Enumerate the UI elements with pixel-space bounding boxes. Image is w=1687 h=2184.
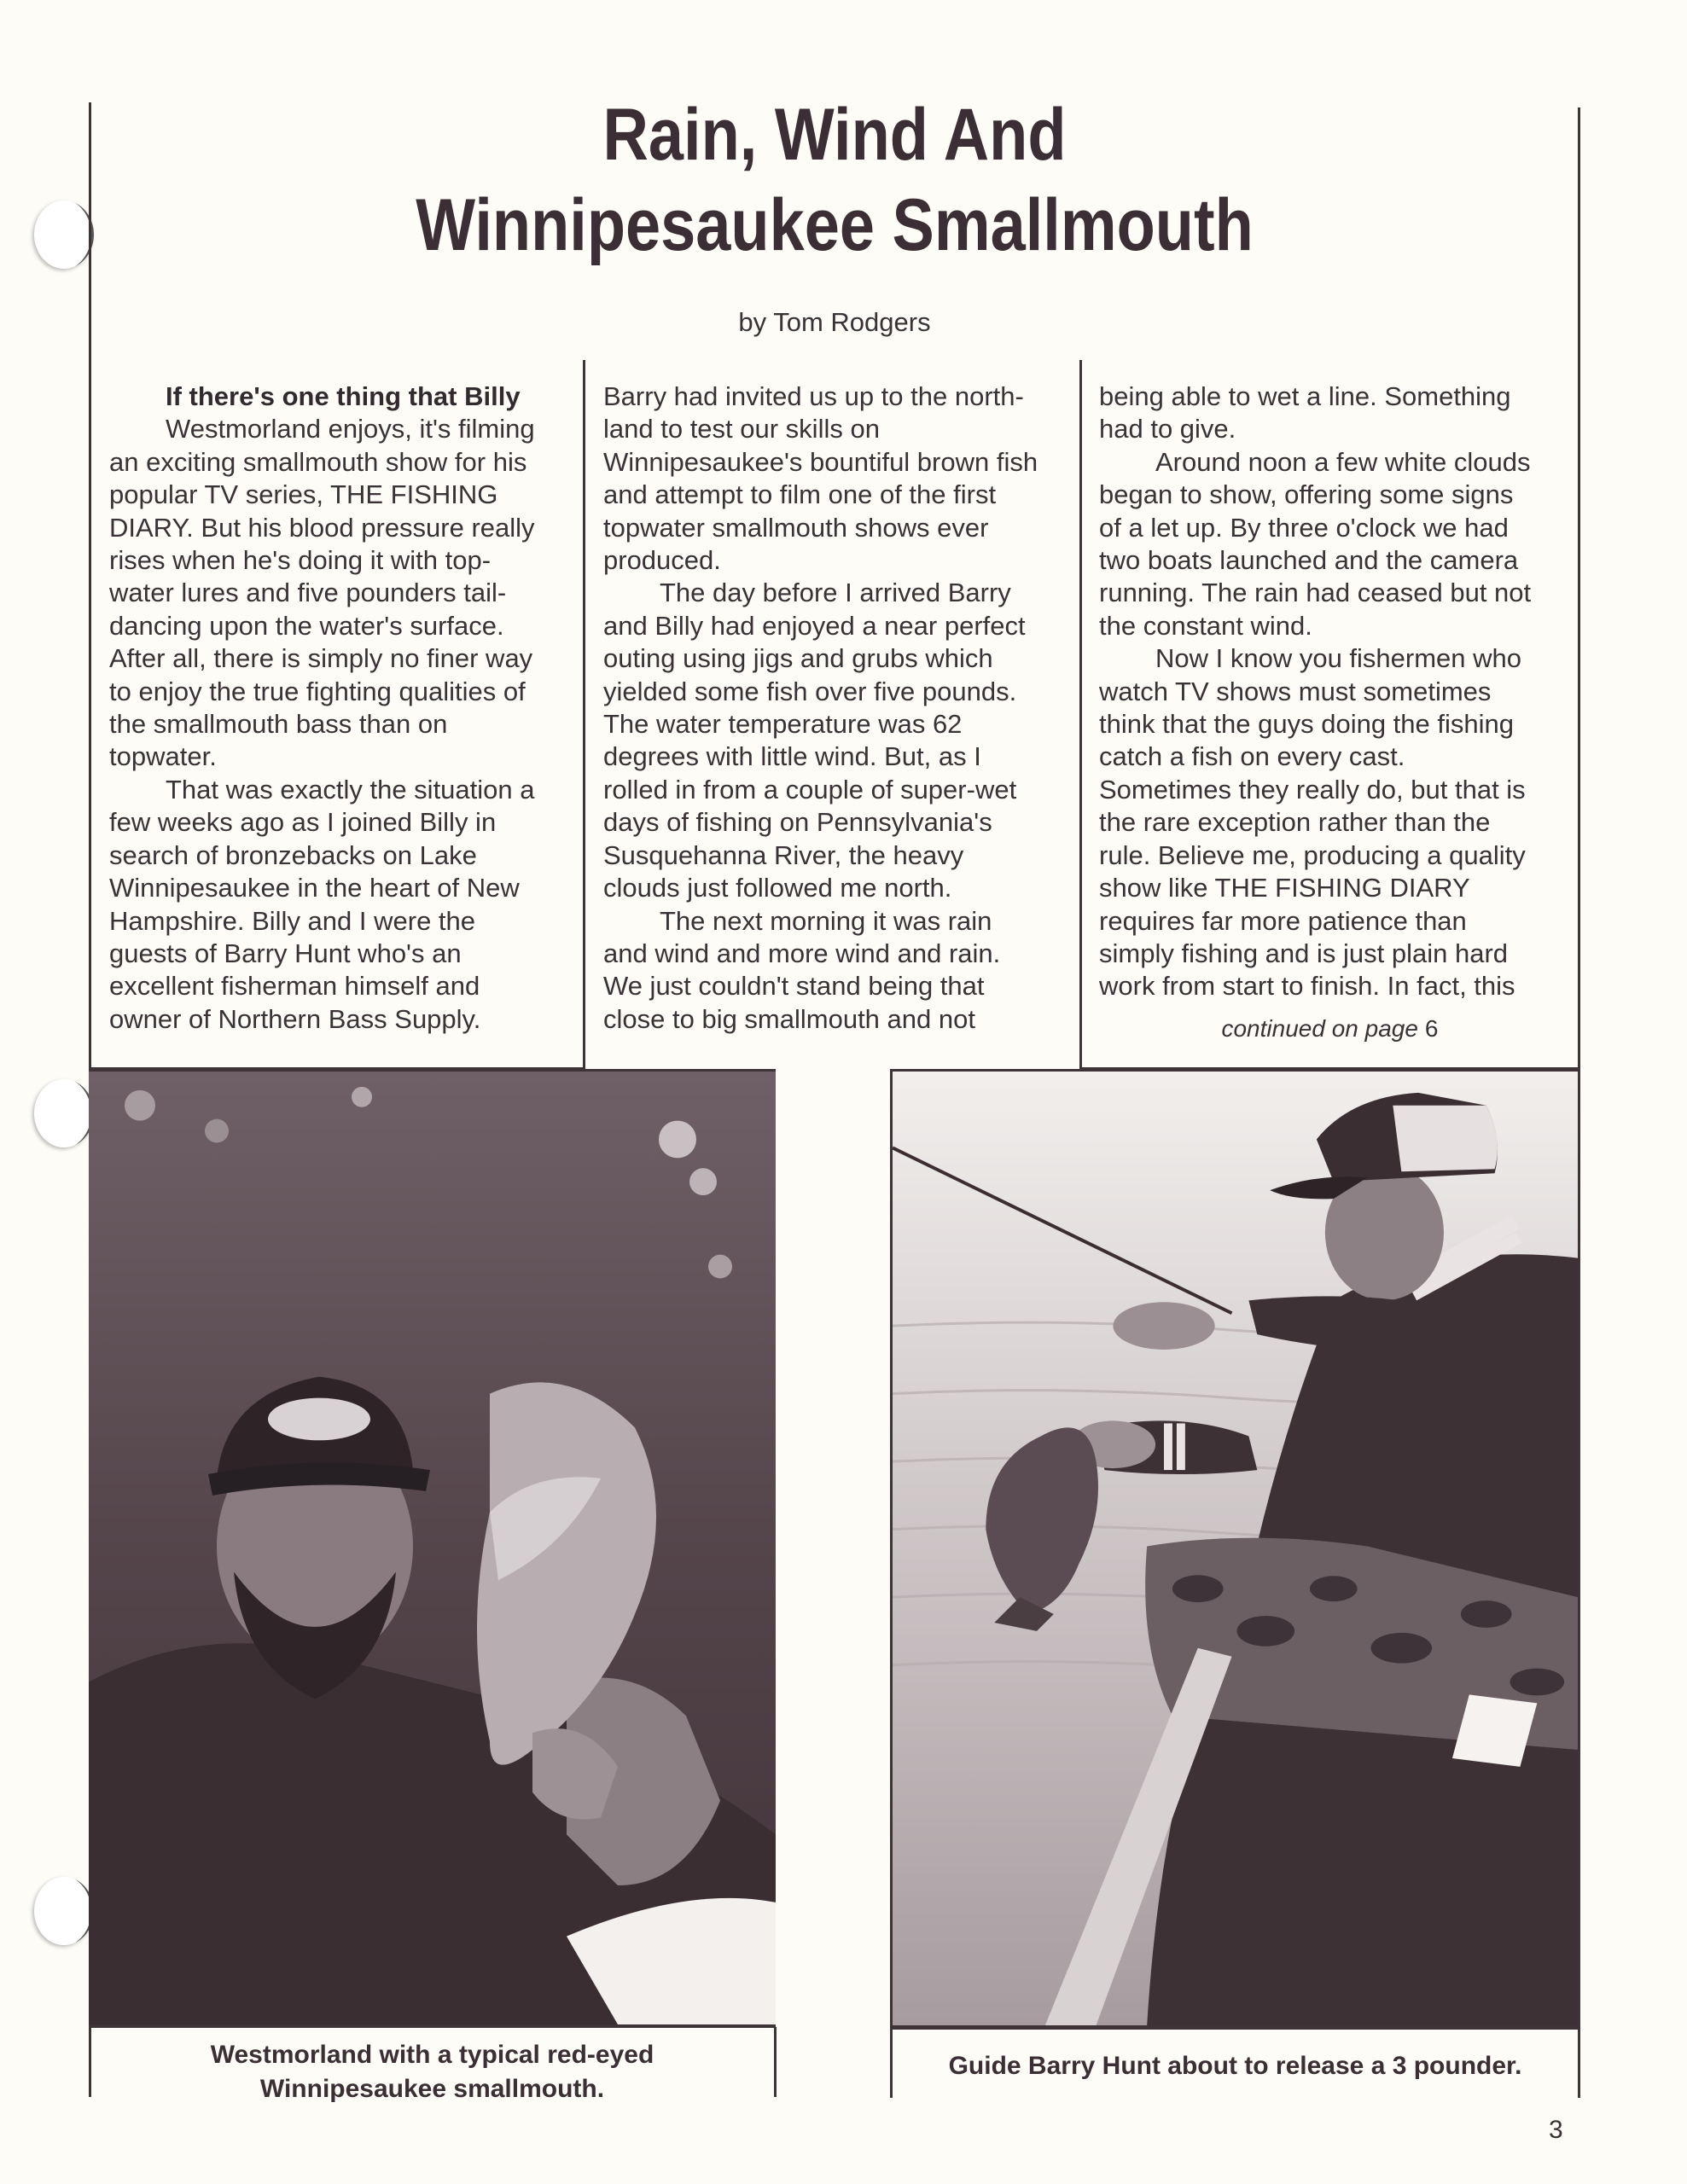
text-line: Around noon a few white clouds [1155,446,1531,477]
article-column-1 [109,380,570,1036]
text-line: an exciting smallmouth show for his [109,446,527,477]
lead-in-text: If there's one thing that Billy [166,381,521,411]
text-line: the constant wind. [1099,610,1312,641]
text-line: think that the guys doing the fishing [1099,709,1514,740]
text-line: to enjoy the true fighting qualities of [109,676,526,706]
text-line: rolled in from a couple of super-wet [603,774,1017,804]
title-line-1: Rain, Wind And [602,94,1067,176]
text-line: topwater. [109,741,217,772]
text-line: The day before I arrived Barry [660,578,1011,608]
text-line: land to test our skills on [603,414,880,444]
text-line: clouds just followed me north. [603,873,952,903]
text-line: and attempt to film one of the first [603,479,997,510]
text-line: topwater smallmouth shows ever [603,512,989,543]
text-line: Hampshire. Billy and I were the [109,905,476,936]
text-line: had to give. [1099,414,1236,444]
photo-image [89,1072,776,2024]
binder-hole-middle [34,1079,94,1147]
text-line: close to big smallmouth and not [603,1003,975,1034]
text-line: That was exactly the situation a [166,774,535,804]
photo-westmorland-with-bass [89,1069,776,2028]
text-line: yielded some fish over five pounds. [603,676,1017,706]
byline: by Tom Rodgers [738,307,931,337]
text-line: water lures and five pounders tail- [109,578,507,608]
text-line: Winnipesaukee in the heart of New [109,873,520,903]
text-line: few weeks ago as I joined Billy in [109,807,497,838]
text-line: rises when he's doing it with top- [109,545,492,576]
text-line: the rare exception rather than the [1099,807,1491,838]
text-line: being able to wet a line. Something [1099,381,1511,411]
text-line: requires far more patience than [1099,905,1467,936]
text-line: DIARY. But his blood pressure really [109,512,535,543]
text-line: Winnipesaukee's bountiful brown fish [603,446,1038,477]
continued-label: continued on page [1221,1015,1418,1042]
text-line: days of fishing on Pennsylvania's [603,807,992,838]
text-line: show like THE FISHING DIARY [1099,873,1470,903]
text-line: After all, there is simply no finer way [109,643,533,674]
text-line: The water temperature was 62 [603,709,963,740]
text-line: simply fishing and is just plain hard [1099,938,1509,968]
text-line: dancing upon the water's surface. [109,610,504,641]
caption-line-1: Guide Barry Hunt about to release a 3 pounder. [948,2052,1522,2080]
text-line: running. The rain had ceased but not [1099,578,1532,608]
text-line: Barry had invited us up to the north- [603,381,1024,411]
text-line: degrees with little wind. But, as I [603,741,981,772]
binder-hole-bottom [34,1877,94,1945]
photo-barry-hunt-releasing-bass [890,1069,1580,2030]
continued-page-number: 6 [1424,1015,1439,1042]
text-line: of a let up. By three o'clock we had [1099,512,1509,543]
caption-line-2: Winnipesaukee smallmouth. [259,2075,605,2103]
text-line: excellent fisherman himself and [109,971,480,1002]
title-line-2: Winnipesaukee Smallmouth [416,184,1254,266]
photo-caption-right [890,2049,1580,2083]
text-line: guests of Barry Hunt who's an [109,938,462,968]
article-column-3 [1099,380,1560,1003]
article-column-2 [603,380,1064,1036]
text-line: Westmorland enjoys, it's filming [166,414,535,444]
text-line: popular TV series, THE FISHING [109,479,498,510]
binder-hole-top [34,200,94,269]
text-line: The next morning it was rain [660,905,992,936]
text-line: two boats launched and the camera [1099,545,1519,576]
text-line: began to show, offering some signs [1099,479,1514,510]
column-divider-1 [583,360,585,1069]
frame-right-border [1578,107,1580,1069]
photo-caption-left [89,2038,776,2106]
text-line: Now I know you fishermen who [1155,643,1522,674]
continued-notice [1080,1015,1579,1043]
text-line: produced. [603,545,721,576]
text-line: work from start to finish. In fact, this [1099,971,1515,1002]
text-line: the smallmouth bass than on [109,709,448,740]
frame-left-border [89,102,91,1071]
text-line: search of bronzebacks on Lake [109,839,477,870]
text-line: and wind and more wind and rain. [603,938,1001,968]
page-number: 3 [1549,2116,1563,2144]
text-line: Sometimes they really do, but that is [1099,774,1526,804]
text-line: and Billy had enjoyed a near perfect [603,610,1026,641]
text-line: outing using jigs and grubs which [603,643,993,674]
text-line: owner of Northern Bass Supply. [109,1003,481,1034]
text-line: We just couldn't stand being that [603,971,985,1002]
caption-line-1: Westmorland with a typical red-eyed [210,2041,654,2069]
article-title [194,90,1475,270]
column-divider-2 [1079,360,1082,1069]
text-line: rule. Believe me, producing a quality [1099,839,1526,870]
text-line: watch TV shows must sometimes [1099,676,1492,706]
text-line: catch a fish on every cast. [1099,741,1405,772]
text-line: Susquehanna River, the heavy [603,839,964,870]
photo-image [893,1072,1578,2025]
